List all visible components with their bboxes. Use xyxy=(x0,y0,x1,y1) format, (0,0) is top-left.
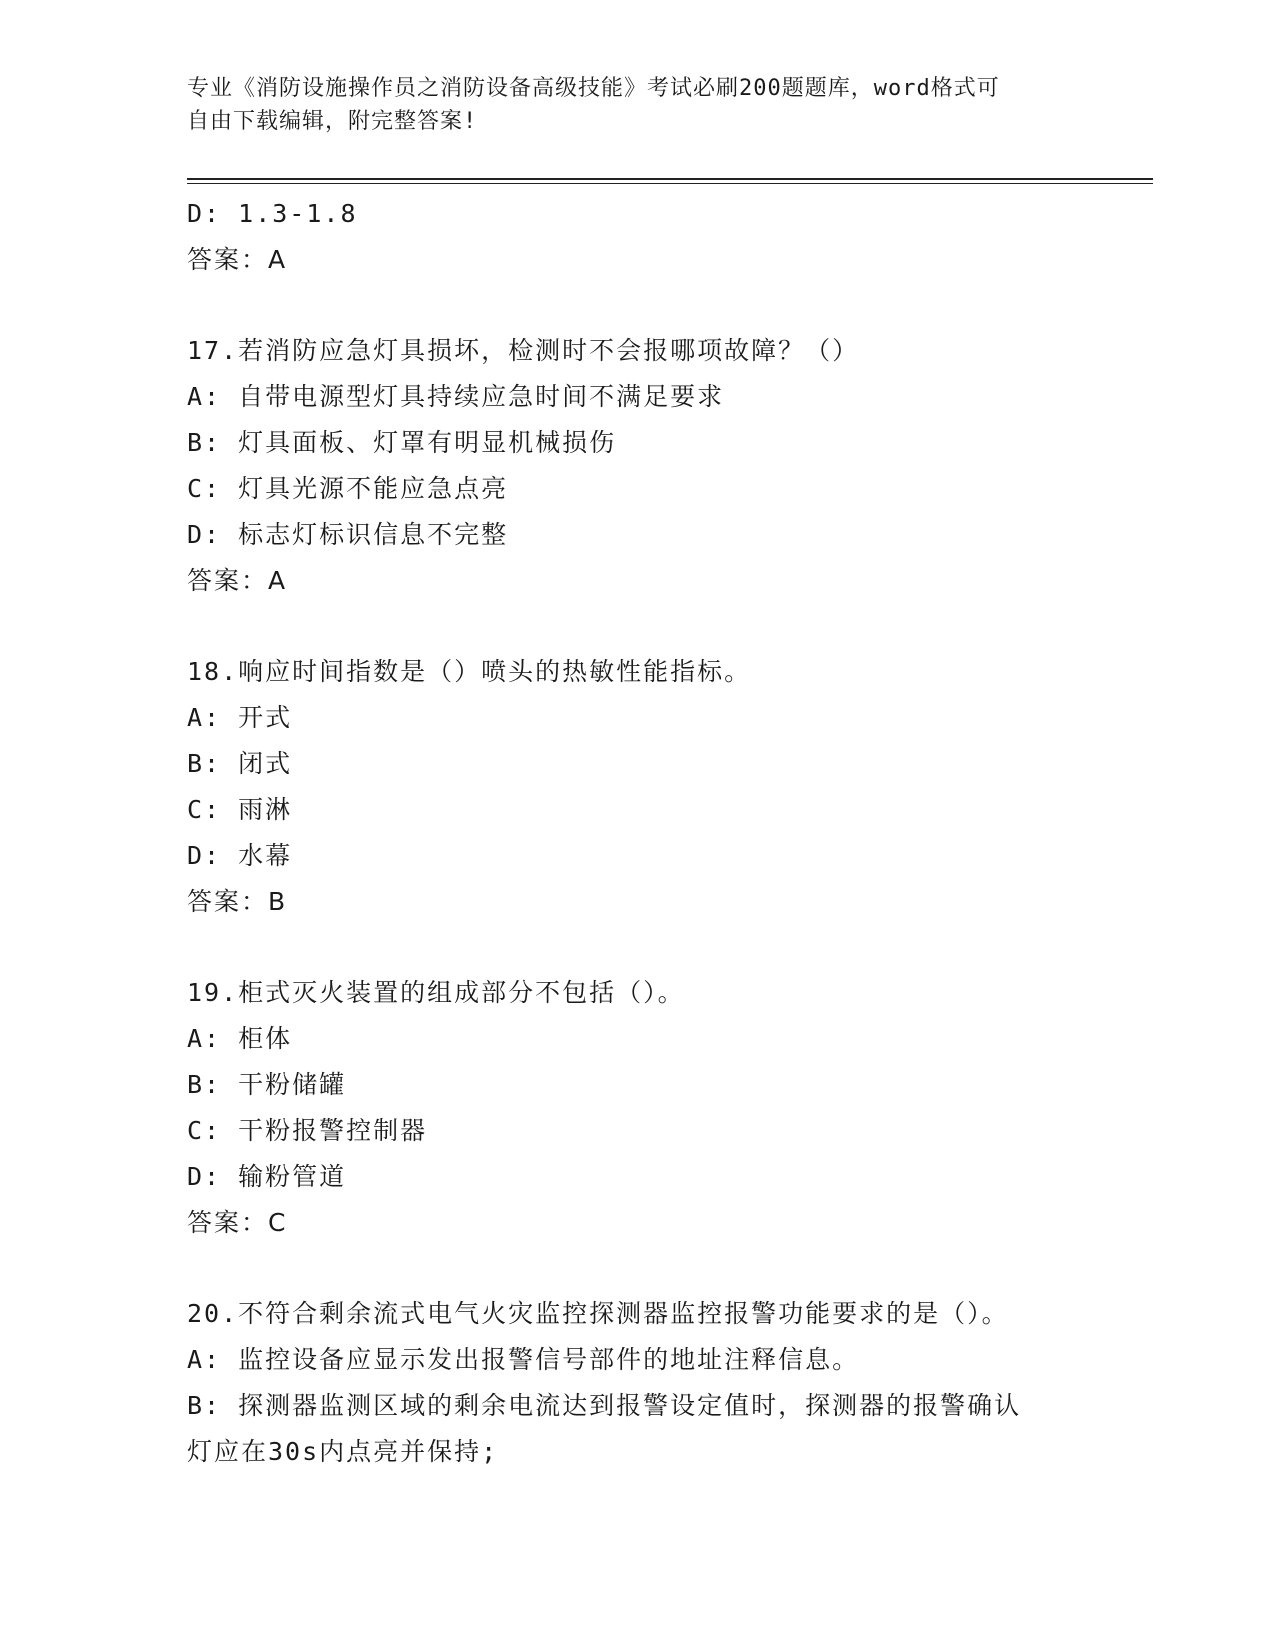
option-b: B: 干粉储罐 xyxy=(187,1070,347,1099)
option-d: D: 1.3-1.8 xyxy=(187,199,358,228)
question-stem: 20.不符合剩余流式电气火灾监控探测器监控报警功能要求的是（）。 xyxy=(187,1299,1009,1328)
document-header xyxy=(187,72,1067,138)
document-body xyxy=(187,191,1087,1475)
spacer xyxy=(187,283,1087,328)
option-a: A: 柜体 xyxy=(187,1024,293,1053)
option-b-continued: 灯应在30s内点亮并保持; xyxy=(187,1437,499,1466)
question-block xyxy=(187,970,1087,1246)
option-d: D: 标志灯标识信息不完整 xyxy=(187,520,509,549)
question-block xyxy=(187,328,1087,604)
answer: 答案：C xyxy=(187,1208,288,1237)
header-divider-thin xyxy=(187,183,1153,184)
question-stem: 19.柜式灭火装置的组成部分不包括（）。 xyxy=(187,978,685,1007)
option-c: C: 雨淋 xyxy=(187,795,293,824)
option-d: D: 水幕 xyxy=(187,841,293,870)
question-block xyxy=(187,1291,1087,1475)
option-b: B: 灯具面板、灯罩有明显机械损伤 xyxy=(187,428,617,457)
spacer xyxy=(187,925,1087,970)
header-line-1: 专业《消防设施操作员之消防设备高级技能》考试必刷200题题库，word格式可 xyxy=(187,76,1000,101)
option-d: D: 输粉管道 xyxy=(187,1162,347,1191)
option-a: A: 自带电源型灯具持续应急时间不满足要求 xyxy=(187,382,725,411)
spacer xyxy=(187,1246,1087,1291)
answer: 答案：B xyxy=(187,887,288,916)
answer: 答案：A xyxy=(187,566,288,595)
option-a: A: 监控设备应显示发出报警信号部件的地址注释信息。 xyxy=(187,1345,860,1374)
question-stem: 18.响应时间指数是（）喷头的热敏性能指标。 xyxy=(187,657,752,686)
option-b: B: 闭式 xyxy=(187,749,293,778)
option-a: A: 开式 xyxy=(187,703,293,732)
question-block xyxy=(187,649,1087,925)
option-c: C: 灯具光源不能应急点亮 xyxy=(187,474,509,503)
header-divider-thick xyxy=(187,178,1153,180)
header-line-2: 自由下载编辑，附完整答案! xyxy=(187,109,478,134)
option-c: C: 干粉报警控制器 xyxy=(187,1116,428,1145)
answer: 答案：A xyxy=(187,245,288,274)
option-b: B: 探测器监测区域的剩余电流达到报警设定值时，探测器的报警确认 xyxy=(187,1391,1022,1420)
question-stem: 17.若消防应急灯具损坏，检测时不会报哪项故障？（） xyxy=(187,336,860,365)
spacer xyxy=(187,604,1087,649)
